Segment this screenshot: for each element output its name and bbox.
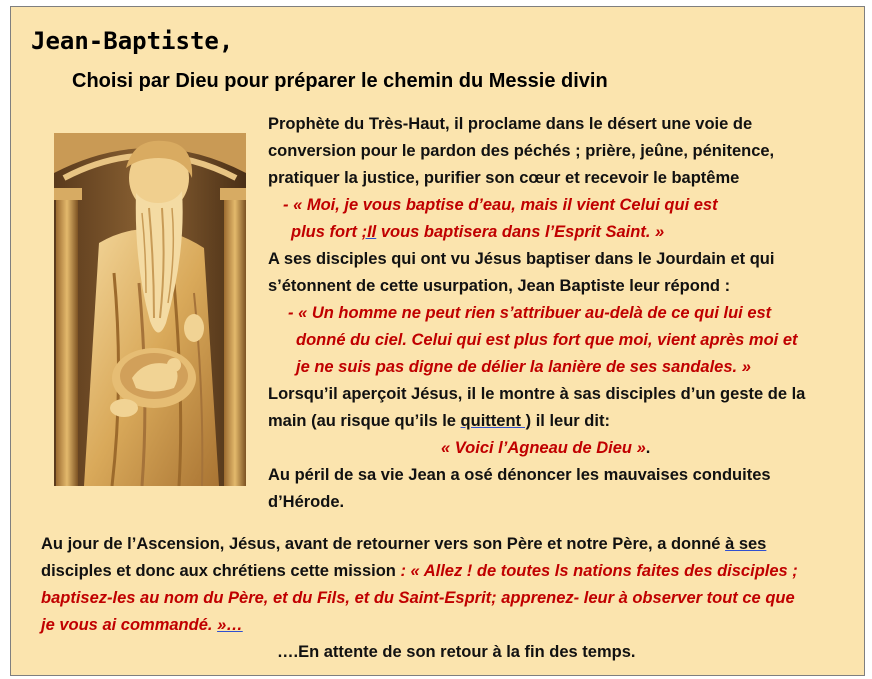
document-page	[10, 6, 865, 676]
statue-illustration	[54, 133, 246, 486]
quote-line: - « Un homme ne peut rien s’attribuer au-delà de ce qui lui est	[288, 304, 772, 322]
quote-line: - « Moi, je vous baptise d’eau, mais il vient Celui qui est	[283, 196, 718, 214]
text-line: A ses disciples qui ont vu Jésus baptiser dans le Jourdain et qui	[268, 250, 775, 268]
quote-end: .	[645, 439, 651, 457]
text-line: s’étonnent de cette usurpation, Jean Baptiste leur répond :	[268, 277, 731, 295]
quote-line: je ne suis pas digne de délier la lanière de ses sandales. »	[296, 358, 751, 376]
quote-line	[41, 612, 243, 639]
quote-underlined: »…	[217, 616, 243, 634]
text-span: il leur dit:	[531, 412, 610, 430]
quote-line: donné du ciel. Celui qui est plus fort que moi, vient après moi et	[296, 331, 798, 349]
closing-line: ….En attente de son retour à la fin des temps.	[277, 643, 636, 661]
text-line: conversion pour le pardon des péchés ; prière, jeûne, pénitence,	[268, 142, 775, 160]
quote-text: : « Allez ! de toutes ls nations faites des disciples ;	[400, 562, 798, 580]
statue-image	[54, 133, 246, 486]
text-line: d’Hérode.	[268, 493, 345, 511]
quote-text: vous baptisera dans l’Esprit Saint. »	[376, 223, 665, 241]
quote-line	[441, 435, 650, 462]
quote-text: plus fort	[291, 223, 362, 241]
page-subtitle: Choisi par Dieu pour préparer le chemin du Messie divin	[72, 70, 608, 92]
page-title: Jean-Baptiste,	[31, 27, 234, 55]
quote-underlined: ;Il	[361, 223, 377, 241]
text-line: pratiquer la justice, purifier son cœur et recevoir le baptême	[268, 169, 740, 187]
text-span: main (au risque qu’ils le	[268, 412, 461, 430]
underlined-text: à ses	[725, 535, 767, 553]
text-line: Au péril de sa vie Jean a osé dénoncer les mauvaises conduites	[268, 466, 771, 484]
text-span: disciples et donc aux chrétiens cette mission	[41, 562, 401, 580]
quote-text: je vous ai commandé.	[41, 616, 218, 634]
text-line: Lorsqu’il aperçoit Jésus, il le montre à sas disciples d’un geste de la	[268, 385, 806, 403]
text-line: Prophète du Très-Haut, il proclame dans le désert une voie de	[268, 115, 753, 133]
quote-text: « Voici l’Agneau de Dieu »	[441, 439, 646, 457]
quote-line	[291, 219, 664, 246]
underlined-text: quittent )	[460, 412, 532, 430]
text-span: Au jour de l’Ascension, Jésus, avant de retourner vers son Père et notre Père, a donné	[41, 535, 726, 553]
text-line	[41, 531, 766, 558]
text-line	[41, 558, 798, 585]
quote-line: baptisez-les au nom du Père, et du Fils, et du Saint-Esprit; apprenez- leur à observer tout ce que	[41, 589, 795, 607]
text-line	[268, 408, 610, 435]
